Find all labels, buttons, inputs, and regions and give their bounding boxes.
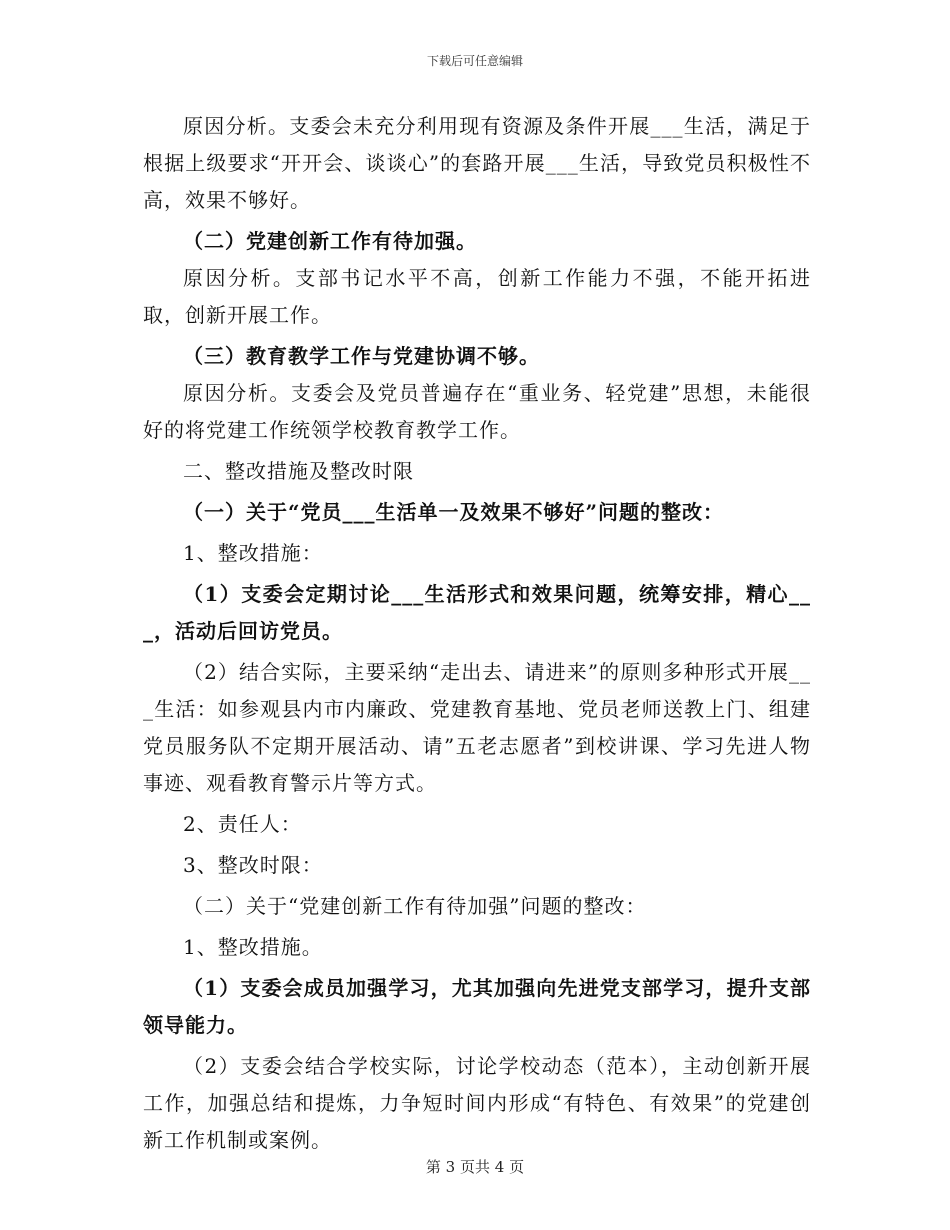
measure-1-1: （1）支委会定期讨论___生活形式和效果问题，统筹安排，精心___，活动后回访党员。 xyxy=(143,582,811,643)
responsible-person-label: 2、责任人： xyxy=(183,812,302,836)
page-footer: 第 3 页共 4 页 xyxy=(425,1158,525,1176)
measure-2-1: （1）支委会成员加强学习，尤其加强向先进党支部学习，提升支部领导能力。 xyxy=(143,976,811,1037)
subheading-2: （二）关于“党建创新工作有待加强”问题的整改： xyxy=(183,894,647,918)
paragraph-2: 原因分析。支部书记水平不高，创新工作能力不强，不能开拓进取，创新开展工作。 xyxy=(143,266,811,327)
heading-coordination: （三）教育教学工作与党建协调不够。 xyxy=(183,344,540,368)
page-header: 下载后可任意编辑 xyxy=(426,54,523,68)
deadline-label: 3、整改时限： xyxy=(183,853,323,877)
section-heading-measures: 二、整改措施及整改时限 xyxy=(183,459,414,483)
document-body xyxy=(143,108,811,1159)
heading-innovation: （二）党建创新工作有待加强。 xyxy=(183,229,477,253)
measure-1-2: （2）结合实际，主要采纳“走出去、请进来”的原则多种形式开展___生活：如参观县内市内廉政、党建教育基地、党员老师送教上门、组建党员服务队不定期开展活动、请”五老志愿者”到校讲课、学习先进人物事迹、观看教育警示片等方式。 xyxy=(143,660,811,795)
measures-label-2: 1、整改措施。 xyxy=(183,935,323,959)
measures-label-1: 1、整改措施： xyxy=(183,541,323,565)
measure-2-2: （2）支委会结合学校实际，讨论学校动态（范本），主动创新开展工作，加强总结和提炼，力争短时间内形成“有特色、有效果”的党建创新工作机制或案例。 xyxy=(143,1054,811,1152)
subheading-1: （一）关于“党员___生活单一及效果不够好”问题的整改： xyxy=(183,500,725,524)
paragraph-1: 原因分析。支委会未充分利用现有资源及条件开展___生活，满足于根据上级要求“开开会、谈谈心”的套路开展___生活，导致党员积极性不高，效果不够好。 xyxy=(143,114,811,212)
paragraph-3: 原因分析。支委会及党员普遍存在“重业务、轻党建”思想，未能很好的将党建工作统领学校教育教学工作。 xyxy=(143,381,811,442)
